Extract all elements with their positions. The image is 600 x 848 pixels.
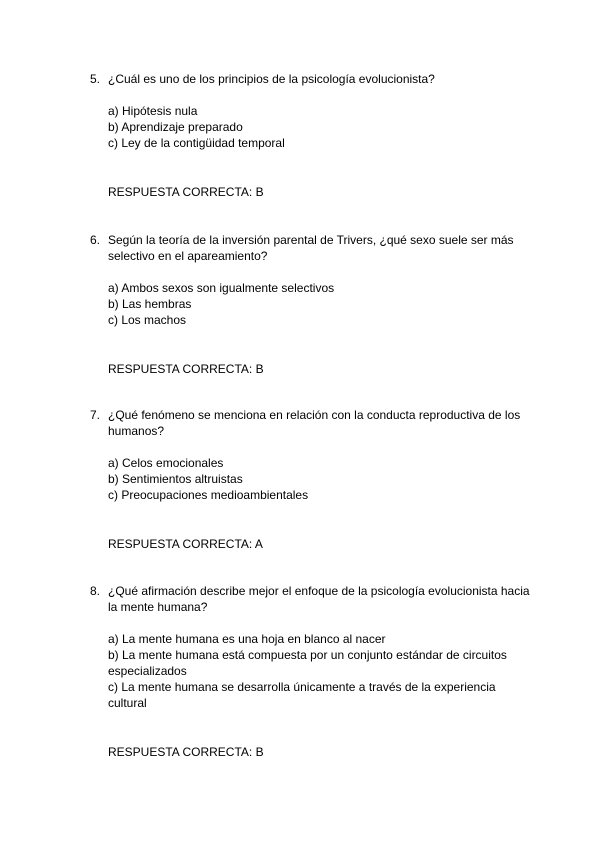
option-b: b) Las hembras <box>108 297 192 311</box>
option-a: a) Celos emocionales <box>108 456 224 470</box>
correct-answer: RESPUESTA CORRECTA: B <box>108 745 264 759</box>
question-text: Según la teoría de la inversión parental de Trivers, ¿qué sexo suele ser más selectivo en el apareamiento? <box>108 233 514 263</box>
correct-answer: RESPUESTA CORRECTA: B <box>108 185 264 199</box>
option-c: c) Los machos <box>108 313 187 327</box>
option-a: a) Hipótesis nula <box>108 104 198 118</box>
question-7 <box>90 407 530 552</box>
question-number: 8. <box>90 584 101 598</box>
question-number: 6. <box>90 233 101 247</box>
option-b: b) Sentimientos altruistas <box>108 472 243 486</box>
question-5 <box>90 71 530 200</box>
option-c: c) Ley de la contigüidad temporal <box>108 136 285 150</box>
question-6 <box>90 232 530 377</box>
question-text: ¿Cuál es uno de los principios de la psicología evolucionista? <box>108 72 435 86</box>
correct-answer: RESPUESTA CORRECTA: B <box>108 362 264 376</box>
options-list <box>108 280 530 328</box>
question-8 <box>90 583 530 760</box>
question-text: ¿Qué afirmación describe mejor el enfoque de la psicología evolucionista hacia la mente humana? <box>108 584 530 614</box>
question-number: 5. <box>90 72 101 86</box>
options-list <box>108 103 530 151</box>
options-list <box>108 455 530 503</box>
correct-answer: RESPUESTA CORRECTA: A <box>108 537 263 551</box>
option-a: a) La mente humana es una hoja en blanco al nacer <box>108 632 386 646</box>
question-number: 7. <box>90 408 101 422</box>
option-c: c) Preocupaciones medioambientales <box>108 488 309 502</box>
option-b: b) La mente humana está compuesta por un conjunto estándar de circuitos especializados <box>108 648 507 678</box>
question-text: ¿Qué fenómeno se menciona en relación con la conducta reproductiva de los humanos? <box>108 408 521 438</box>
options-list <box>108 631 530 711</box>
option-c: c) La mente humana se desarrolla únicamente a través de la experiencia cultural <box>108 680 496 710</box>
option-a: a) Ambos sexos son igualmente selectivos <box>108 281 335 295</box>
option-b: b) Aprendizaje preparado <box>108 120 243 134</box>
